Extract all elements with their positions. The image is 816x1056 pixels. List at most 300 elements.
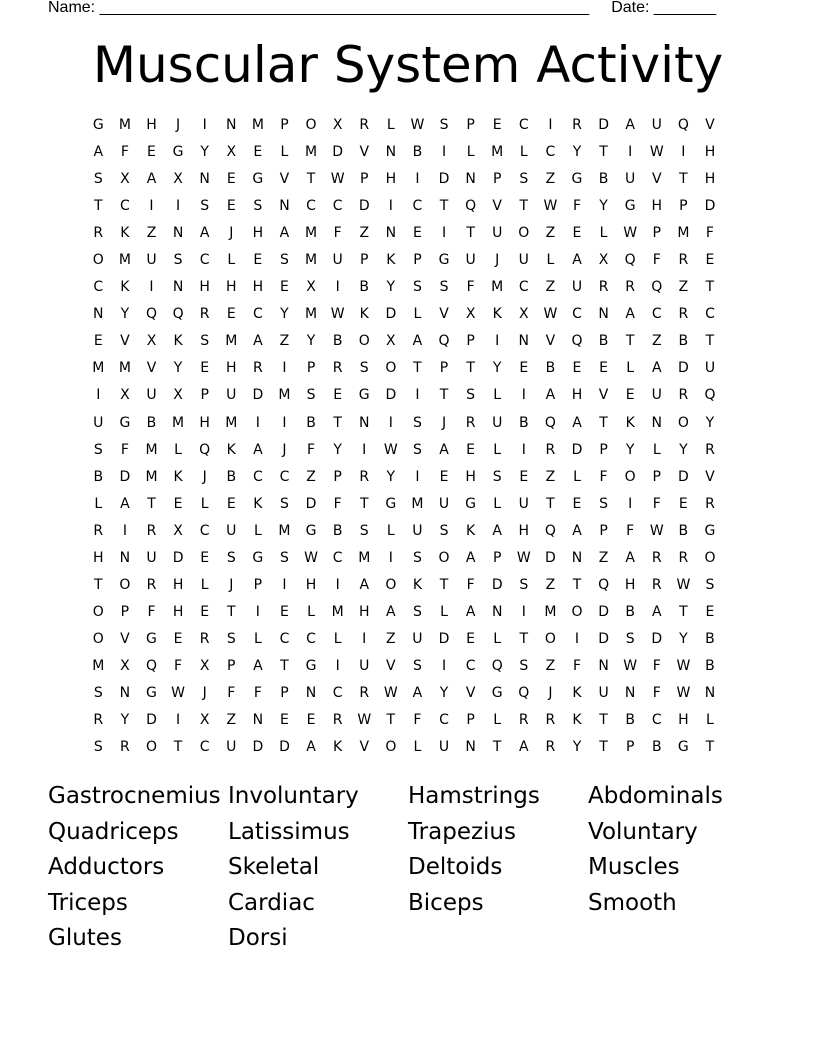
grid-letter: M (92, 657, 105, 674)
grid-letter: V (598, 387, 609, 404)
word-list-item: Muscles (588, 854, 680, 880)
grid-letter: C (518, 279, 529, 296)
grid-letter: U (438, 495, 450, 512)
grid-letter: V (651, 171, 662, 188)
grid-letter: E (306, 712, 316, 729)
grid-letter: L (493, 630, 502, 647)
grid-letter: O (145, 739, 157, 756)
grid-letter: G (305, 522, 317, 539)
grid-letter: K (333, 739, 343, 756)
grid-letter: T (94, 576, 103, 593)
grid-letter: A (625, 117, 635, 133)
grid-letter: C (572, 306, 582, 323)
grid-letter: B (545, 360, 556, 377)
grid-letter: N (465, 171, 476, 188)
grid-letter: C (332, 549, 343, 566)
grid-letter: Y (333, 441, 342, 458)
page-title: Muscular System Activity (92, 36, 724, 94)
grid-letter: U (146, 549, 157, 566)
grid-letter: B (332, 522, 343, 539)
grid-letter: V (545, 333, 556, 350)
grid-letter: B (598, 333, 609, 350)
grid-letter: P (280, 117, 289, 133)
grid-letter: E (173, 495, 183, 512)
grid-letter: Y (572, 144, 582, 161)
word-list-item: Cardiac (228, 889, 315, 916)
grid-letter: C (252, 468, 263, 485)
grid-letter: H (172, 576, 184, 593)
grid-letter: L (706, 712, 714, 729)
grid-letter: C (332, 684, 343, 701)
grid-letter: L (386, 522, 395, 539)
grid-letter: R (359, 468, 370, 485)
grid-letter: E (599, 360, 608, 377)
grid-letter: L (200, 495, 209, 512)
grid-letter: T (492, 739, 502, 756)
grid-letter: R (120, 739, 130, 756)
grid-letter: T (359, 495, 369, 512)
grid-letter: R (678, 387, 689, 404)
grid-letter: H (199, 279, 210, 296)
grid-letter: T (519, 198, 529, 215)
grid-letter: U (332, 252, 343, 269)
grid-letter: S (226, 630, 236, 647)
grid-letter: M (305, 306, 318, 323)
grid-letter: T (599, 712, 608, 729)
grid-letter: G (305, 657, 317, 674)
grid-letter: Q (624, 252, 636, 269)
grid-letter: W (304, 549, 318, 566)
grid-letter: S (412, 549, 422, 566)
grid-letter: R (598, 279, 609, 296)
grid-letter: E (439, 468, 449, 485)
grid-letter: G (385, 495, 397, 512)
grid-letter: G (358, 387, 370, 404)
grid-letter: U (359, 657, 370, 674)
grid-letter: N (571, 549, 583, 566)
grid-letter: J (441, 414, 447, 431)
grid-letter: P (466, 117, 475, 133)
grid-letter: D (677, 360, 689, 377)
grid-letter: T (572, 576, 582, 593)
grid-letter: I (282, 360, 287, 377)
grid-letter: A (572, 522, 582, 539)
grid-letter: R (545, 739, 556, 756)
grid-letter: C (199, 739, 210, 756)
grid-letter: G (491, 684, 503, 701)
grid-letter: Y (625, 441, 635, 458)
grid-letter: N (279, 198, 290, 215)
grid-letter: D (651, 630, 663, 647)
grid-letter: D (172, 549, 184, 566)
grid-letter: A (279, 225, 290, 242)
grid-letter: Z (545, 576, 556, 593)
grid-letter: T (705, 333, 715, 350)
grid-letter: E (519, 360, 529, 377)
grid-letter: R (332, 712, 343, 729)
grid-letter: P (466, 712, 475, 729)
grid-letter: M (145, 468, 158, 485)
grid-letter: Y (599, 198, 608, 215)
grid-letter: S (412, 414, 422, 431)
grid-letter: E (253, 252, 263, 269)
grid-letter: H (226, 279, 237, 296)
grid-letter: K (492, 306, 502, 323)
grid-letter: U (625, 171, 636, 188)
grid-letter: J (229, 225, 234, 242)
grid-letter: L (519, 144, 528, 161)
grid-letter: W (623, 657, 638, 674)
grid-letter: N (465, 739, 476, 756)
grid-letter: V (359, 144, 370, 161)
grid-letter: P (413, 252, 422, 269)
grid-letter: H (624, 576, 636, 593)
grid-letter: X (120, 387, 130, 404)
grid-letter: Z (226, 712, 237, 729)
grid-letter: Y (572, 739, 582, 756)
grid-letter: H (226, 360, 237, 377)
grid-letter: B (226, 468, 237, 485)
grid-letter: W (649, 522, 664, 539)
grid-letter: A (651, 603, 662, 620)
grid-letter: B (359, 279, 370, 296)
grid-letter: S (93, 739, 103, 756)
grid-letter: B (332, 333, 343, 350)
grid-letter: V (359, 739, 370, 756)
grid-letter: L (174, 441, 182, 458)
grid-letter: J (282, 441, 287, 458)
grid-letter: Q (651, 279, 663, 296)
grid-letter: W (543, 306, 558, 323)
grid-letter: Z (359, 225, 370, 242)
grid-letter: O (119, 576, 131, 593)
grid-letter: H (571, 387, 583, 404)
grid-letter: M (92, 360, 105, 377)
grid-letter: N (252, 712, 264, 729)
grid-letter: F (572, 657, 582, 674)
grid-letter: A (253, 441, 263, 458)
grid-letter: Z (598, 549, 609, 566)
grid-letter: R (93, 712, 104, 729)
grid-letter: M (491, 279, 504, 296)
grid-letter: T (625, 333, 635, 350)
word-list-item: Hamstrings (408, 783, 540, 809)
grid-letter: C (306, 630, 316, 647)
grid-letter: O (704, 549, 716, 566)
grid-letter: A (253, 657, 263, 674)
grid-letter: F (705, 225, 714, 242)
grid-letter: A (625, 549, 635, 566)
word-list-item: Voluntary (588, 818, 698, 845)
grid-letter: H (199, 414, 210, 431)
grid-letter: Q (677, 117, 689, 133)
grid-letter: A (359, 576, 370, 593)
grid-letter: Q (199, 441, 211, 458)
grid-letter: A (93, 144, 104, 161)
grid-letter: S (359, 522, 369, 539)
grid-letter: I (415, 387, 420, 404)
grid-letter: R (199, 630, 210, 647)
grid-letter: V (705, 468, 715, 485)
grid-letter: C (439, 712, 449, 729)
grid-letter: B (93, 468, 104, 485)
grid-letter: W (383, 684, 398, 701)
word-list-item: Glutes (48, 925, 122, 951)
grid-letter: L (413, 739, 422, 756)
grid-letter: Y (120, 306, 130, 323)
grid-letter: B (625, 603, 635, 620)
grid-letter: Y (386, 468, 396, 485)
grid-letter: U (704, 360, 716, 377)
grid-letter: U (412, 630, 423, 647)
grid-letter: Y (705, 414, 715, 431)
grid-letter: S (599, 495, 609, 512)
grid-letter: K (625, 414, 635, 431)
grid-letter: S (200, 333, 210, 350)
grid-letter: I (282, 576, 287, 593)
grid-letter: A (572, 414, 582, 431)
grid-letter: C (705, 306, 715, 323)
grid-letter: L (307, 603, 315, 620)
grid-letter: O (624, 468, 636, 485)
grid-letter: S (439, 522, 449, 539)
grid-letter: K (120, 225, 130, 242)
grid-letter: A (146, 171, 157, 188)
grid-letter: O (438, 549, 450, 566)
grid-letter: D (385, 387, 397, 404)
grid-letter: O (305, 117, 317, 133)
grid-letter: H (146, 117, 157, 133)
grid-letter: N (651, 414, 662, 431)
grid-letter: K (226, 441, 236, 458)
grid-letter: S (492, 468, 502, 485)
word-list-item: Triceps (48, 889, 128, 916)
grid-letter: M (305, 252, 318, 269)
grid-letter: F (413, 712, 422, 729)
grid-letter: H (465, 468, 476, 485)
grid-letter: N (624, 684, 636, 701)
grid-letter: T (147, 495, 156, 512)
grid-letter: M (491, 144, 504, 161)
grid-letter: X (519, 306, 529, 323)
grid-letter: K (412, 576, 423, 593)
grid-letter: U (412, 522, 423, 539)
grid-letter: T (333, 414, 342, 431)
grid-letter: W (330, 306, 345, 323)
grid-letter: U (438, 739, 450, 756)
grid-letter: E (466, 630, 476, 647)
grid-letter: T (705, 739, 715, 756)
grid-letter: P (492, 549, 502, 566)
grid-letter: A (412, 684, 423, 701)
grid-letter: E (200, 549, 210, 566)
grid-letter: F (227, 684, 236, 701)
grid-letter: M (225, 333, 238, 350)
grid-letter: E (253, 144, 263, 161)
grid-letter: E (226, 495, 236, 512)
grid-letter: T (226, 603, 236, 620)
grid-letter: V (465, 684, 476, 701)
grid-letter: X (146, 333, 157, 350)
grid-letter: I (255, 603, 260, 620)
grid-letter: E (200, 603, 210, 620)
grid-letter: T (439, 198, 449, 215)
grid-letter: R (678, 252, 689, 269)
grid-letter: H (678, 712, 689, 729)
grid-letter: R (572, 117, 582, 133)
grid-letter: T (386, 712, 396, 729)
grid-letter: U (93, 414, 104, 431)
grid-letter: W (330, 171, 345, 188)
grid-letter: I (176, 712, 181, 729)
grid-letter: I (415, 171, 420, 188)
grid-letter: D (146, 712, 157, 729)
grid-letter: N (119, 684, 131, 701)
grid-letter: E (226, 171, 236, 188)
grid-letter: R (705, 495, 715, 512)
grid-letter: Y (679, 630, 688, 647)
grid-letter: Y (120, 712, 130, 729)
grid-letter: J (176, 117, 181, 133)
grid-letter: U (492, 414, 503, 431)
grid-letter: D (305, 495, 317, 512)
grid-letter: R (332, 360, 343, 377)
grid-letter: Y (173, 360, 183, 377)
grid-letter: E (412, 225, 422, 242)
word-search-grid (85, 112, 723, 761)
grid-letter: L (333, 630, 342, 647)
grid-letter: N (305, 684, 317, 701)
grid-letter: I (548, 117, 553, 133)
grid-letter: B (306, 414, 316, 431)
grid-letter: N (172, 225, 184, 242)
grid-letter: F (599, 468, 608, 485)
grid-letter: W (357, 712, 372, 729)
grid-letter: L (493, 495, 502, 512)
grid-letter: Y (492, 360, 502, 377)
grid-letter: Z (545, 468, 556, 485)
grid-letter: Y (439, 684, 449, 701)
grid-letter: C (545, 144, 556, 161)
grid-letter: F (120, 441, 129, 458)
grid-letter: T (94, 198, 103, 215)
grid-letter: Y (679, 441, 688, 458)
grid-letter: I (122, 522, 127, 539)
word-list-item: Latissimus (228, 818, 350, 845)
grid-letter: L (200, 576, 209, 593)
grid-letter: D (491, 576, 503, 593)
grid-letter: B (518, 414, 529, 431)
grid-letter: Y (200, 144, 209, 161)
grid-letter: N (704, 684, 716, 701)
grid-letter: V (439, 306, 449, 323)
grid-letter: O (385, 360, 397, 377)
grid-letter: E (93, 333, 103, 350)
grid-letter: P (253, 576, 263, 593)
grid-letter: C (651, 712, 662, 729)
grid-letter: J (202, 468, 207, 485)
grid-letter: M (305, 144, 318, 161)
grid-letter: L (466, 144, 475, 161)
grid-letter: M (172, 414, 185, 431)
grid-letter: L (493, 441, 502, 458)
grid-letter: I (149, 198, 154, 215)
grid-letter: J (202, 684, 207, 701)
grid-letter: T (306, 171, 316, 188)
grid-letter: R (146, 576, 157, 593)
grid-letter: N (518, 333, 530, 350)
grid-letter: G (704, 522, 716, 539)
grid-letter: C (651, 306, 662, 323)
grid-letter: I (202, 117, 207, 133)
grid-letter: W (649, 144, 664, 161)
grid-letter: E (678, 495, 688, 512)
grid-letter: Q (438, 333, 450, 350)
grid-letter: I (388, 414, 393, 431)
grid-letter: N (358, 414, 370, 431)
grid-letter: P (306, 360, 316, 377)
grid-letter: K (173, 333, 183, 350)
grid-letter: X (332, 117, 343, 133)
word-list (48, 780, 768, 958)
grid-letter: J (495, 252, 500, 269)
grid-letter: A (465, 549, 476, 566)
grid-letter: M (677, 225, 690, 242)
grid-letter: B (412, 144, 423, 161)
grid-letter: S (93, 441, 103, 458)
grid-letter: X (386, 333, 396, 350)
grid-letter: J (229, 576, 234, 593)
grid-letter: N (172, 279, 184, 296)
grid-letter: M (278, 522, 291, 539)
grid-letter: T (705, 279, 715, 296)
grid-letter: F (652, 495, 661, 512)
grid-letter: L (94, 495, 103, 512)
grid-letter: A (120, 495, 130, 512)
grid-letter: P (360, 171, 369, 188)
grid-letter: R (518, 712, 529, 729)
grid-letter: Z (545, 171, 556, 188)
grid-letter: I (495, 333, 500, 350)
grid-letter: T (439, 576, 449, 593)
grid-letter: Q (172, 306, 184, 323)
grid-letter: M (305, 225, 318, 242)
grid-letter: S (226, 549, 236, 566)
grid-letter: S (466, 387, 476, 404)
grid-letter: Z (279, 333, 290, 350)
grid-letter: K (572, 684, 582, 701)
grid-letter: B (146, 414, 157, 431)
grid-letter: A (492, 522, 502, 539)
grid-letter: R (545, 712, 556, 729)
grid-letter: T (280, 657, 289, 674)
grid-letter: E (200, 360, 210, 377)
grid-letter: C (252, 306, 263, 323)
grid-letter: C (412, 198, 423, 215)
grid-letter: O (385, 576, 397, 593)
grid-letter: H (704, 171, 716, 188)
grid-letter: U (226, 739, 237, 756)
grid-letter: G (677, 739, 689, 756)
word-list-item: Dorsi (228, 925, 288, 951)
grid-letter: E (173, 630, 183, 647)
grid-letter: I (255, 414, 260, 431)
grid-letter: Z (651, 333, 662, 350)
grid-letter: H (252, 279, 264, 296)
grid-letter: G (119, 414, 131, 431)
grid-letter: S (412, 441, 422, 458)
grid-letter: D (358, 198, 370, 215)
